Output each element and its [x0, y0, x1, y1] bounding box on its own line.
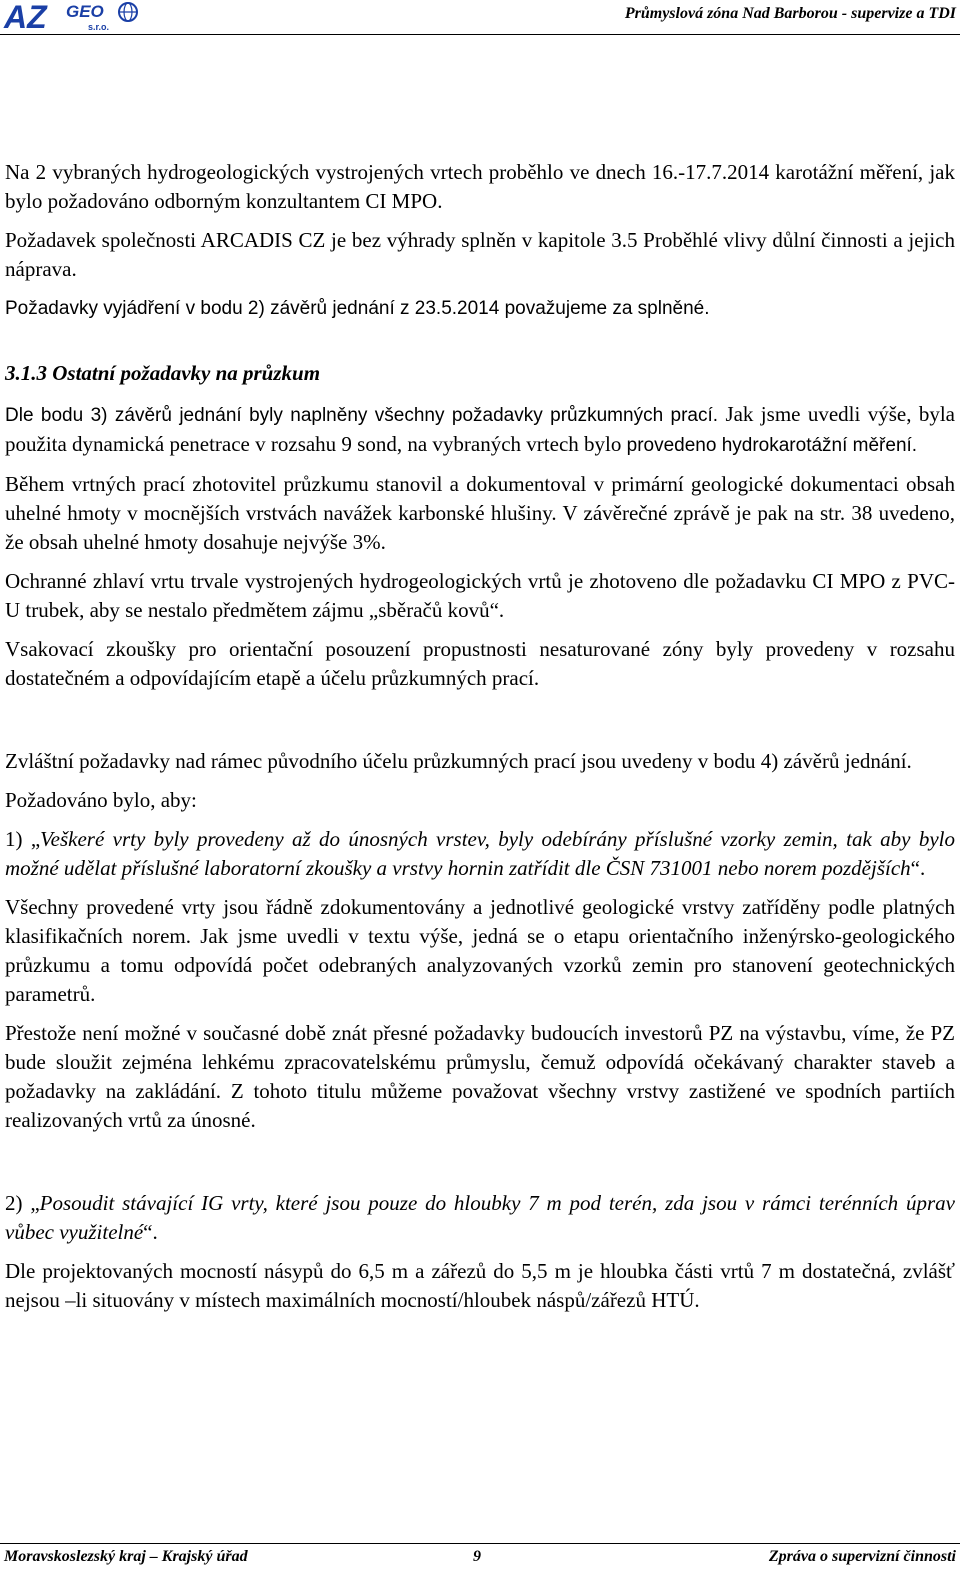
paragraph-projektovane: Dle projektovaných mocností násypů do 6,5 m a zářezů do 5,5 m je hloubka části vrtů 7 m dostatečná, zvlášť nejsou –li situovány v místech maximálních mocností/hloubek náspů/zářezů HTÚ.: [5, 1259, 955, 1312]
paragraph-dle-bodu-3-end: provedeno hydrokarotážní měření.: [626, 435, 918, 456]
page-number: 9: [473, 1548, 481, 1565]
section-heading: 3.1.3 Ostatní požadavky na průzkum: [5, 361, 321, 385]
paragraph-dle-bodu-3: [5, 400, 955, 460]
footer-left: Moravskoslezský kraj – Krajský úřad: [4, 1548, 248, 1565]
document-title: Průmyslová zóna Nad Barborou - supervize a TDI: [624, 5, 956, 22]
quote-1: [5, 825, 955, 883]
footer-right: Zpráva o supervizní činnosti: [768, 1548, 956, 1565]
paragraph-zvlastni: Zvláštní požadavky nad rámec původního účelu průzkumných prací jsou uvedeny v bodu 4) závěrů jednání.: [5, 749, 912, 773]
logo-az-text: AZ: [4, 0, 47, 32]
paragraph-pozadavky: Požadavky vyjádření v bodu 2) závěrů jednání z 23.5.2014 považujeme za splněné.: [5, 298, 710, 319]
paragraph-vrtne-prace: Během vrtných prací zhotovitel průzkumu stanovil a dokumentoval v primární geologické dokumentaci obsah uhelné hmoty v mocnějších vrstvách navážek karbonské hlušiny. V závěrečné zprávě je pak na str. 38 uvedeno, že obsah uhelné hmoty dosahuje nejvýše 3%.: [5, 472, 955, 554]
paragraph-dle-bodu-3-lead: Dle bodu 3) závěrů jednání byly naplněny všechny požadavky průzkumných prací.: [5, 405, 719, 426]
page-header: [0, 0, 960, 35]
paragraph-vsakovaci: Vsakovací zkoušky pro orientační posouzení propustnosti nesaturované zóny byly provedeny v rozsahu dostatečném a odpovídajícím etapě a účelu průzkumných prací.: [5, 637, 955, 690]
quote-2: [5, 1189, 955, 1247]
page-content: [5, 158, 955, 1315]
logo-sro-text: s.r.o.: [88, 22, 110, 32]
quote-2-end: “.: [143, 1220, 158, 1244]
quote-1-number: 1) „: [5, 827, 41, 851]
paragraph-karotaz: Na 2 vybraných hydrogeologických vystrojených vrtech proběhlo ve dnech 16.-17.7.2014 karotážní měření, jak bylo požadováno odborným konzultantem CI MPO.: [5, 160, 955, 213]
azgeo-logo: [2, 0, 152, 32]
paragraph-arcadis: Požadavek společnosti ARCADIS CZ je bez výhrady splněn v kapitole 3.5 Proběhlé vlivy důlní činnosti a jejich náprava.: [5, 228, 955, 281]
quote-2-number: 2) „: [5, 1191, 40, 1215]
quote-1-text: Veškeré vrty byly provedeny až do únosných vrstev, byly odebírány příslušné vzorky zemin, tak aby bylo možné udělat příslušné laboratorní zkoušky a vrstvy hornin zatřídit dle ČSN 731001 nebo norem pozdějších: [5, 827, 955, 880]
page-footer: [0, 1543, 960, 1570]
paragraph-pozadovano: Požadováno bylo, aby:: [5, 788, 197, 812]
quote-1-end: “.: [910, 856, 926, 880]
logo-geo-text: GEO: [66, 2, 104, 21]
paragraph-zhlavi: Ochranné zhlaví vrtu trvale vystrojených hydrogeologických vrtů je zhotoveno dle požadavku CI MPO z PVC-U trubek, aby se nestalo předmětem zájmu „sběračů kovů“.: [5, 569, 955, 622]
paragraph-prestoze: Přestože není možné v současné době znát přesné požadavky budoucích investorů PZ na výstavbu, víme, že PZ bude sloužit zejména lehkému zpracovatelskému průmyslu, čemuž odpovídá očekávaný charakter staveb a požadavky na zakládání. Z tohoto titulu můžeme považovat všechny vrstvy zastižené ve spodních partiích realizovaných vrtů za únosné.: [5, 1021, 955, 1132]
paragraph-vsechny-vrty: Všechny provedené vrty jsou řádně zdokumentovány a jednotlivé geologické vrstvy zatříděny podle platných klasifikačních norem. Jak jsme uvedli v textu výše, jedná se o etapu orientačního inženýrsko-geologického průzkumu a tomu odpovídá počet odebraných analyzovaných vzorků zemin pro stanovení geotechnických parametrů.: [5, 895, 955, 1006]
quote-2-text: Posoudit stávající IG vrty, které jsou pouze do hloubky 7 m pod terén, zda jsou v rámci terénních úprav vůbec využitelné: [5, 1191, 955, 1244]
paragraph-dle-bodu-3-mid: Jak jsme uvedli výše, byla použita dynamická penetrace v rozsahu 9 sond, na vybraných vrtech bylo: [5, 402, 955, 456]
